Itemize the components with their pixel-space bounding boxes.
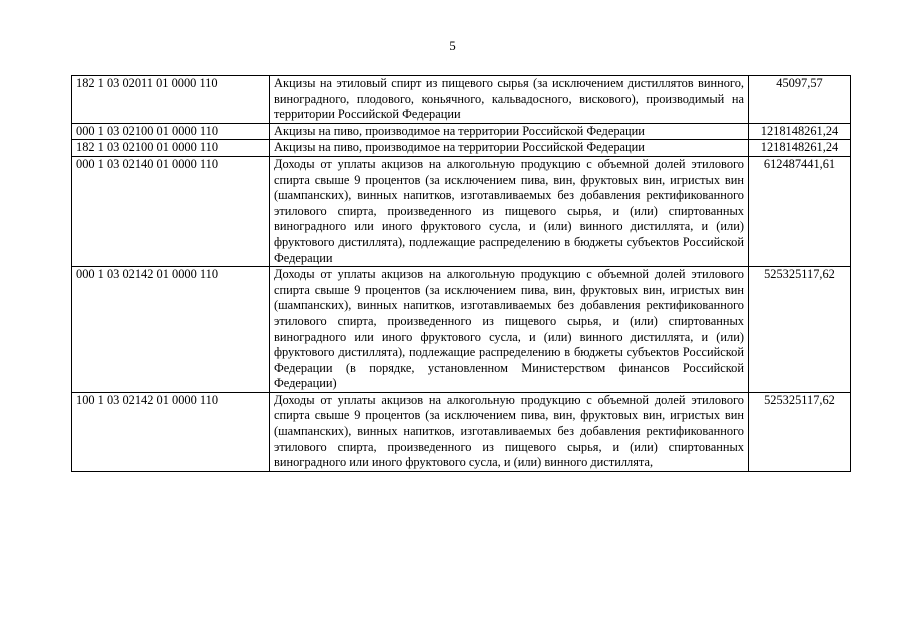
description-cell: Акцизы на этиловый спирт из пищевого сырья (за исключением дистиллятов винного, виноградного, плодового, коньячного, кальвадосного, вискового), производимый на территории Российской Федерации <box>270 76 749 124</box>
table-row <box>72 123 851 140</box>
budget-code-cell: 100 1 03 02142 01 0000 110 <box>72 392 270 471</box>
table-row <box>72 156 851 266</box>
budget-code-cell: 000 1 03 02142 01 0000 110 <box>72 267 270 393</box>
description-cell: Доходы от уплаты акцизов на алкогольную продукцию с объемной долей этилового спирта свыше 9 процентов (за исключением пива, вин, фруктовых вин, игристых вин (шампанских), винных напитков, изготавливаемых без добавления ректификованного этилового спирта, произведенного из пищевого сырья, и (или) спиртованных виноградного или иного фруктового сусла, и (или) винного дистиллята, и (или) фруктового дистиллята), подлежащие распределению в бюджеты субъектов Российской Федерации <box>270 156 749 266</box>
budget-code-cell: 000 1 03 02140 01 0000 110 <box>72 156 270 266</box>
amount-cell: 525325117,62 <box>749 392 851 471</box>
table-row <box>72 76 851 124</box>
amount-cell: 45097,57 <box>749 76 851 124</box>
table-row <box>72 267 851 393</box>
page-number: 5 <box>449 38 456 53</box>
budget-code-cell: 000 1 03 02100 01 0000 110 <box>72 123 270 140</box>
revenue-table <box>71 75 851 472</box>
amount-cell: 1218148261,24 <box>749 123 851 140</box>
description-cell: Доходы от уплаты акцизов на алкогольную продукцию с объемной долей этилового спирта свыше 9 процентов (за исключением пива, вин, фруктовых вин, игристых вин (шампанских), винных напитков, изготавливаемых без добавления ректификованного этилового спирта, произведенного из пищевого сырья, и (или) спиртованных виноградного или иного фруктового сусла, и (или) винного дистиллята, и (или) фруктового дистиллята), подлежащие распределению в бюджеты субъектов Российской Федерации (в порядке, установленном Министерством финансов Российской Федерации) <box>270 267 749 393</box>
description-cell: Акцизы на пиво, производимое на территории Российской Федерации <box>270 123 749 140</box>
description-cell: Акцизы на пиво, производимое на территории Российской Федерации <box>270 140 749 157</box>
table-row <box>72 392 851 471</box>
amount-cell: 1218148261,24 <box>749 140 851 157</box>
amount-cell: 612487441,61 <box>749 156 851 266</box>
amount-cell: 525325117,62 <box>749 267 851 393</box>
description-cell: Доходы от уплаты акцизов на алкогольную продукцию с объемной долей этилового спирта свыше 9 процентов (за исключением пива, вин, фруктовых вин, игристых вин (шампанских), винных напитков, изготавливаемых без добавления ректификованного этилового спирта, произведенного из пищевого сырья, и (или) спиртованных виноградного или иного фруктового сусла, и (или) винного дистиллята, <box>270 392 749 471</box>
budget-code-cell: 182 1 03 02011 01 0000 110 <box>72 76 270 124</box>
table-row <box>72 140 851 157</box>
budget-code-cell: 182 1 03 02100 01 0000 110 <box>72 140 270 157</box>
